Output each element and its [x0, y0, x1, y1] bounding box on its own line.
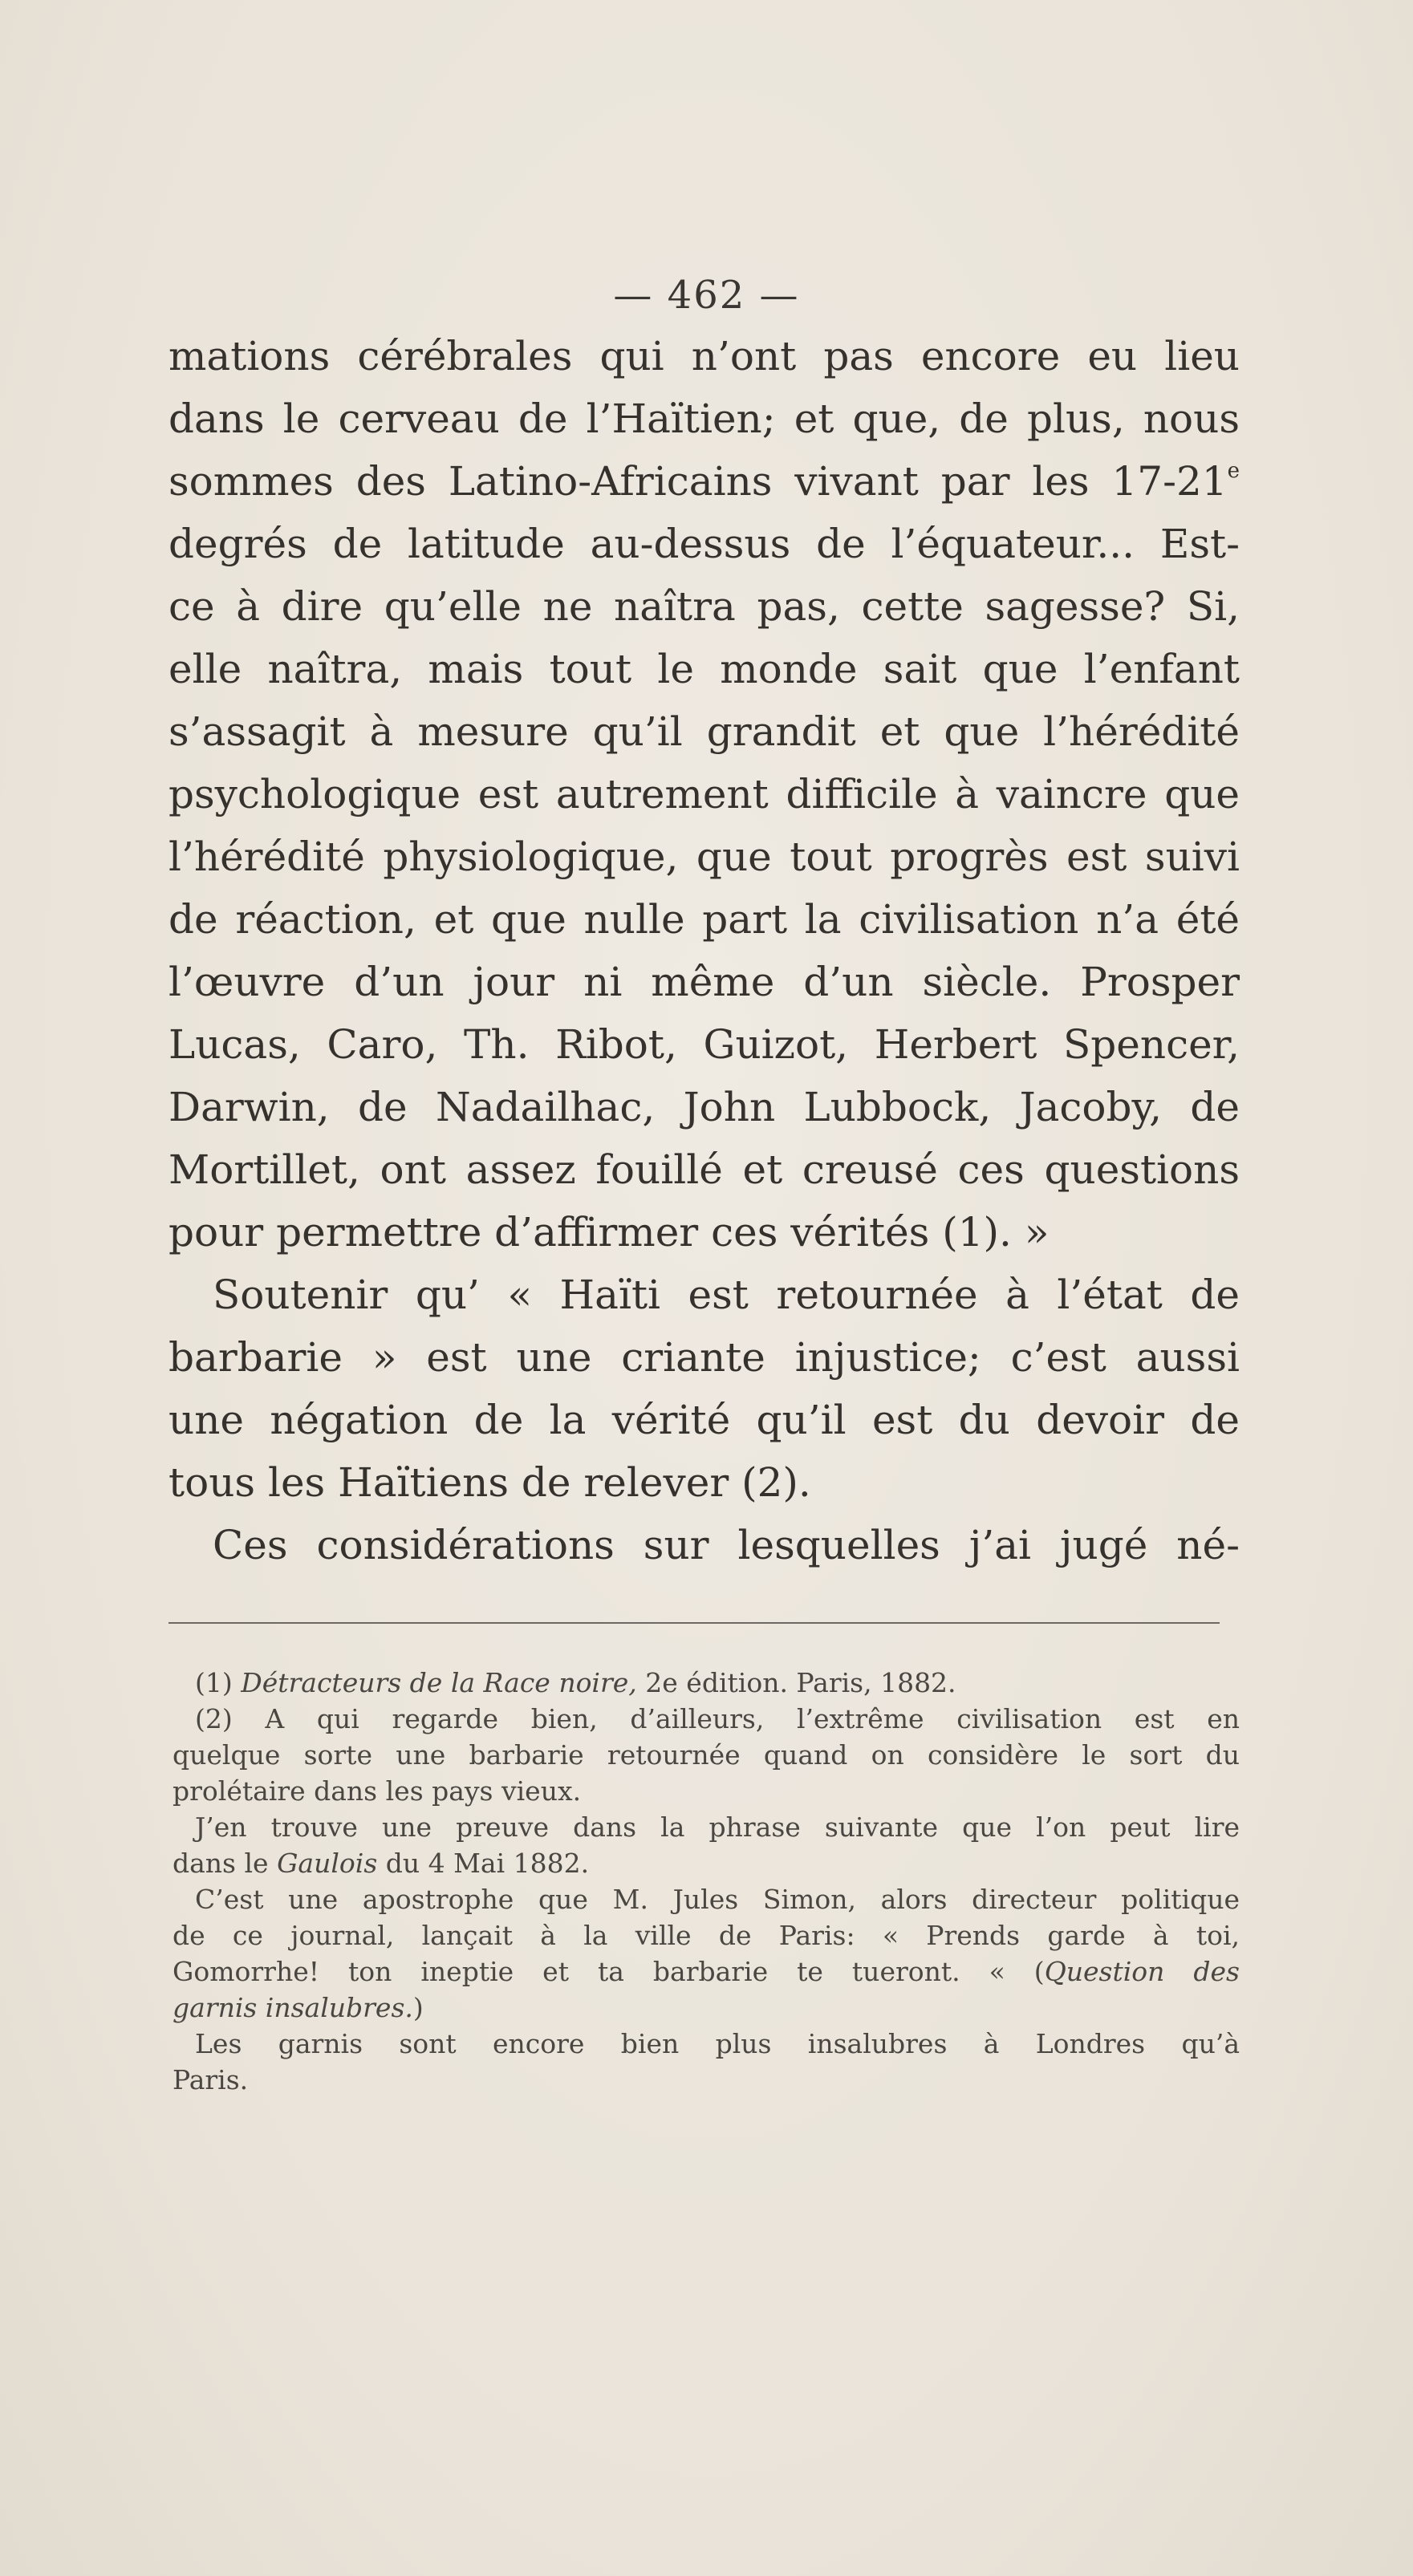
text-line: Ces considérations sur lesquelles j’ai jugé né- — [213, 1522, 1240, 1568]
footnote-3-line: J’en trouve une preuve dans la phrase suivante que l’on peut lire — [195, 1811, 1240, 1843]
footnote-number: (1) — [195, 1667, 233, 1698]
text-line: Darwin, de Nadailhac, John Lubbock, Jacoby, de — [169, 1084, 1240, 1130]
footnote-1 — [173, 1665, 1240, 1701]
text-line: Mortillet, ont assez fouillé et creusé ces questions — [169, 1146, 1240, 1193]
footnote-4-line: C’est une apostrophe que M. Jules Simon, alors directeur politique — [195, 1884, 1240, 1915]
text-line: barbarie » est une criante injustice; c’est aussi — [169, 1334, 1240, 1381]
main-text — [169, 325, 1240, 1576]
footnote-2-line: (2) A qui regarde bien, d’ailleurs, l’extrême civilisation est en — [195, 1703, 1240, 1734]
footnote-title: Détracteurs de la Race noire, — [241, 1667, 637, 1698]
text-line: pour permettre d’affirmer ces vérités (1). » — [169, 1209, 1050, 1256]
text-line: s’assagit à mesure qu’il grandit et que l’hérédité — [169, 708, 1240, 755]
text-line: tous les Haïtiens de relever (2). — [169, 1459, 811, 1506]
footnote-2-line: prolétaire dans les pays vieux. — [173, 1775, 582, 1807]
footnote-text: ) — [412, 1992, 424, 2023]
footnote-text: 2e édition. Paris, 1882. — [645, 1667, 956, 1698]
newspaper-name: Gaulois — [277, 1848, 378, 1879]
text-line: une négation de la vérité qu’il est du devoir de — [169, 1397, 1240, 1443]
footnotes — [173, 1665, 1240, 2098]
text-line-with-superscript — [169, 450, 1240, 513]
text-line: de réaction, et que nulle part la civilisation n’a été — [169, 896, 1240, 943]
footnote-4-line — [173, 1990, 1240, 2026]
footnote-4-line — [173, 1953, 1240, 1990]
footnote-2-line: quelque sorte une barbarie retournée quand on considère le sort du — [173, 1739, 1240, 1771]
footnote-3-line — [173, 1845, 1240, 1881]
text-line: elle naîtra, mais tout le monde sait que l’enfant — [169, 646, 1240, 692]
footnote-text: dans le — [173, 1848, 269, 1879]
footnote-italic: garnis insalubres. — [173, 1992, 413, 2023]
footnote-5-line: Paris. — [173, 2064, 249, 2095]
page-number: — 462 — — [613, 273, 800, 318]
text-line: dans le cerveau de l’Haïtien; et que, de plus, nous — [169, 396, 1240, 442]
superscript: e — [1227, 459, 1240, 483]
footnote-divider — [169, 1622, 1220, 1624]
text-line: Lucas, Caro, Th. Ribot, Guizot, Herbert Spencer, — [169, 1021, 1240, 1068]
text-line: sommes des Latino-Africains vivant par les 17-21 — [169, 458, 1228, 505]
text-line: ce à dire qu’elle ne naîtra pas, cette sagesse? Si, — [169, 583, 1240, 630]
footnote-italic: Question des — [1044, 1956, 1240, 1987]
text-line: l’œuvre d’un jour ni même d’un siècle. Prosper — [169, 959, 1240, 1005]
footnote-5-line: Les garnis sont encore bien plus insalubres à Londres qu’à — [195, 2028, 1240, 2059]
text-line: mations cérébrales qui n’ont pas encore eu lieu — [169, 333, 1240, 379]
text-line: Soutenir qu’ « Haïti est retournée à l’état de — [213, 1272, 1240, 1318]
text-line: degrés de latitude au-dessus de l’équateur... Est- — [169, 521, 1240, 567]
footnote-4-line: de ce journal, lançait à la ville de Paris: « Prends garde à toi, — [173, 1920, 1240, 1951]
footnote-text: du 4 Mai 1882. — [385, 1848, 590, 1879]
text-line: l’hérédité physiologique, que tout progrès est suivi — [169, 834, 1240, 880]
footnote-text: Gomorrhe! ton ineptie et ta barbarie te tueront. « ( — [173, 1956, 1045, 1987]
text-line: psychologique est autrement difficile à vaincre que — [169, 771, 1240, 817]
